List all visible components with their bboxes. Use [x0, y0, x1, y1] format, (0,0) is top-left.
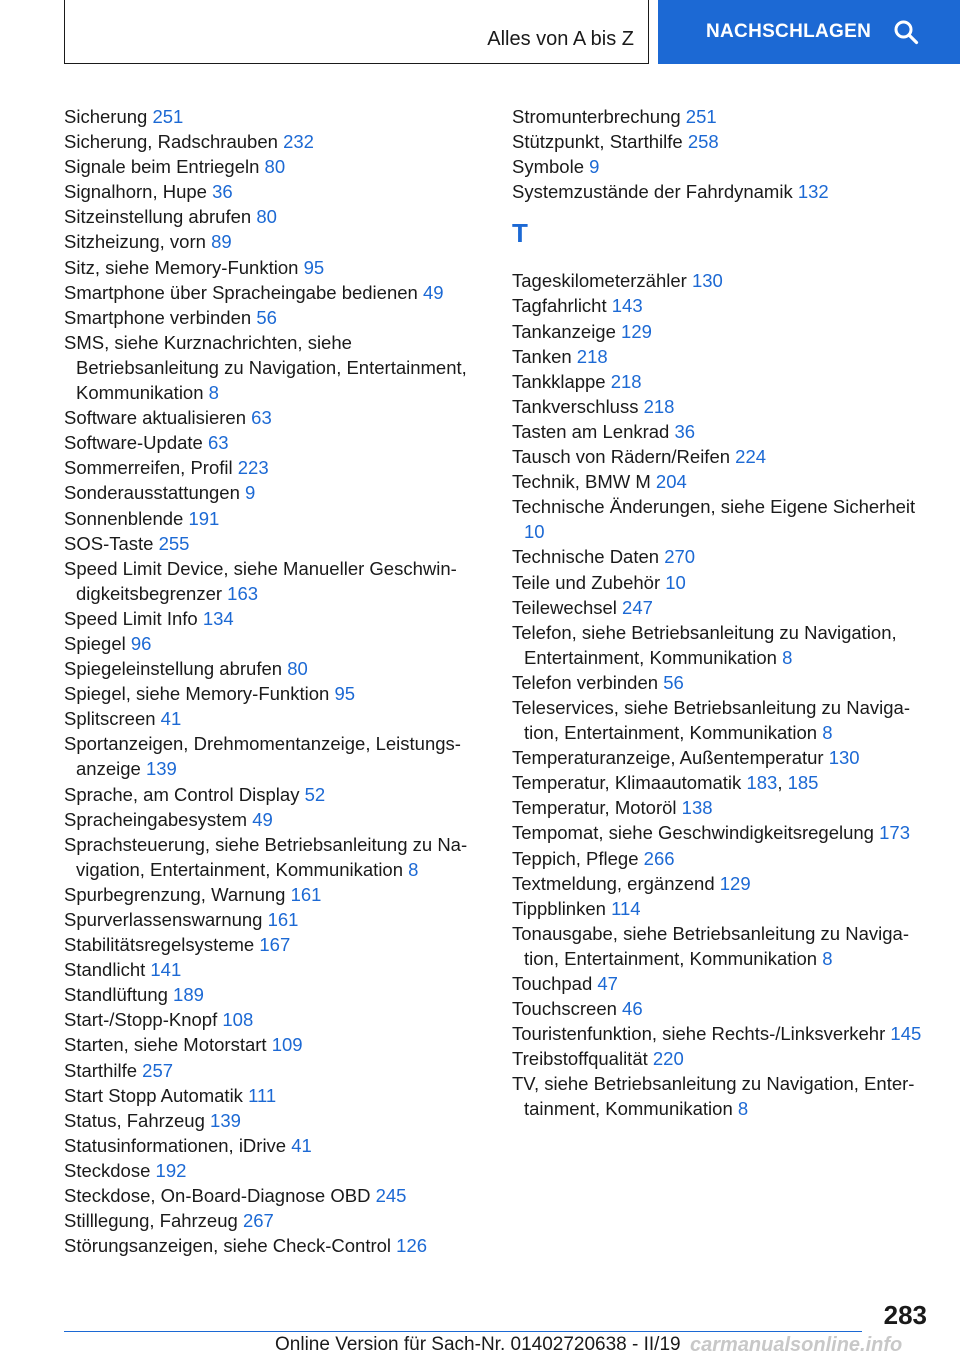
page-link[interactable]: 63 [251, 407, 272, 429]
index-entry [512, 469, 928, 494]
tab-label: NACHSCHLAGEN [706, 21, 872, 42]
index-entry [512, 745, 928, 770]
page-link[interactable]: 139 [145, 758, 177, 780]
entry-term: Standlicht [64, 959, 146, 981]
entry-term: Telefon, siehe Betriebsanleitung zu Navigation, Entertainment, Kommunikation [512, 621, 897, 668]
entry-term: Smartphone verbinden [64, 306, 252, 328]
entry-term: Start Stopp Automatik [64, 1084, 243, 1106]
page-link[interactable]: 218 [576, 345, 608, 367]
entry-term: TV, siehe Betriebsanleitung zu Navigation, Entertainment, Kommunikation [512, 1073, 915, 1120]
page-link[interactable]: 96 [130, 632, 152, 654]
page-link[interactable]: 8 [782, 646, 793, 668]
page-link[interactable]: 41 [291, 1134, 312, 1156]
page-link[interactable]: 41 [160, 708, 182, 730]
page-link[interactable]: 8 [822, 947, 833, 969]
index-entry: Temperatur, Klimaautomatik 183, 185 [512, 772, 819, 794]
index-entry [512, 494, 928, 544]
nachschlagen-tab[interactable] [658, 0, 960, 64]
page-link[interactable]: 218 [643, 395, 675, 417]
index-entry [512, 129, 928, 154]
page-link[interactable]: 10 [665, 571, 686, 593]
page-link[interactable]: 8 [408, 858, 419, 880]
page-link[interactable]: 95 [303, 256, 325, 278]
entry-term: Sicherung, Radschrauben [64, 131, 278, 153]
page-link[interactable]: 56 [663, 671, 684, 693]
page-link[interactable]: 167 [259, 934, 291, 956]
index-entry [64, 531, 484, 556]
page-link[interactable]: 224 [735, 446, 767, 468]
footer-divider [64, 1331, 862, 1332]
entry-term: Tippblinken [512, 897, 606, 919]
entry-term: Touchscreen [512, 998, 617, 1020]
page-link[interactable]: 163 [227, 582, 259, 604]
entry-term: Speed Limit Info [64, 607, 198, 629]
entry-term: Teile und Zubehör [512, 571, 661, 593]
page-link[interactable]: 134 [202, 607, 234, 629]
entry-term: Sonderausstattungen [64, 482, 240, 504]
page-link[interactable]: 80 [264, 156, 286, 178]
page-link[interactable]: 52 [304, 783, 326, 805]
page-number: 283 [883, 1300, 927, 1330]
entry-term: Stromunterbrechung [512, 106, 681, 127]
entry-term: Technik, BMW M [512, 471, 651, 493]
index-entry [64, 455, 484, 480]
page-link[interactable]: 192 [155, 1159, 187, 1181]
entry-term: Sitzeinstellung abrufen [64, 206, 252, 228]
entry-term: Textmeldung, ergänzend [512, 872, 715, 894]
entry-term: Software-Update [64, 432, 203, 454]
entry-term: Starthilfe [64, 1059, 138, 1081]
index-entry [64, 982, 484, 1007]
index-entry [64, 229, 484, 254]
page-link[interactable]: 8 [208, 382, 219, 404]
entry-term: Telefon verbinden [512, 671, 659, 693]
index-entry [64, 1183, 484, 1208]
page-link[interactable]: 114 [611, 897, 641, 919]
page-link[interactable]: 47 [597, 973, 618, 994]
page-link[interactable]: 218 [610, 370, 642, 392]
index-entry [512, 369, 928, 394]
page-link[interactable]: 267 [242, 1210, 274, 1232]
index-entry [512, 896, 928, 921]
index-entry [64, 280, 484, 305]
index-entry [64, 1158, 484, 1183]
entry-term: Tankverschluss [512, 395, 639, 417]
index-entry [512, 104, 928, 129]
page-link[interactable]: 173 [879, 822, 910, 844]
index-entry [512, 268, 928, 293]
page-link[interactable]: 126 [396, 1235, 428, 1257]
index-entry [64, 154, 484, 179]
index-entry [64, 405, 484, 430]
index-entry [512, 595, 928, 620]
entry-term: Sicherung [64, 106, 148, 127]
page-link[interactable]: 130 [828, 747, 860, 769]
index-entry [64, 782, 484, 807]
index-entry [512, 971, 928, 996]
page-link[interactable]: 258 [687, 131, 719, 153]
page-link[interactable]: 132 [797, 181, 829, 203]
index-entry [64, 330, 484, 405]
entry-term: Temperatur, Motoröl [512, 797, 677, 819]
page-link[interactable]: 111 [248, 1084, 277, 1106]
page-link[interactable]: 108 [222, 1009, 254, 1031]
page-link[interactable]: 251 [685, 106, 717, 127]
entry-term: Temperatur, Klimaautomatik [512, 772, 742, 794]
page-link[interactable]: 223 [237, 457, 269, 479]
page-link[interactable]: 251 [152, 106, 184, 127]
page-link[interactable]: 36 [674, 420, 696, 442]
entry-term: Sonnenblende [64, 507, 184, 529]
index-entry [512, 293, 928, 318]
index-entry [64, 1133, 484, 1158]
index-entry [512, 419, 928, 444]
entry-term: Starten, siehe Motorstart [64, 1034, 267, 1056]
page-link[interactable]: 129 [621, 320, 652, 342]
page-link[interactable]: 245 [375, 1185, 407, 1207]
entry-term: Tagfahrlicht [512, 295, 607, 317]
index-entry [64, 179, 484, 204]
entry-term: Sommerreifen, Profil [64, 457, 233, 479]
entry-term: Sportanzeigen, Drehmomentanzeige, Leistungsanzeige [64, 733, 461, 780]
entry-term: Status, Fahrzeug [64, 1109, 205, 1131]
page-link[interactable]: 266 [643, 847, 675, 869]
entry-term: Tageskilometerzähler [512, 270, 687, 292]
page-link[interactable]: 189 [173, 984, 204, 1006]
index-entry [64, 932, 484, 957]
entry-term: Spiegeleinstellung abrufen [64, 658, 283, 680]
page-link[interactable]: 161 [290, 883, 322, 905]
entry-term: Tausch von Rädern/Reifen [512, 446, 731, 468]
entry-term: Teppich, Pflege [512, 847, 639, 869]
page-link[interactable]: 255 [158, 532, 190, 554]
entry-term: Spiegel, siehe Memory-Funktion [64, 683, 330, 705]
entry-term: Tempomat, siehe Geschwindigkeitsregelung [512, 822, 874, 844]
index-entry [512, 394, 928, 419]
entry-term: Störungsanzeigen, siehe Check-Control [64, 1235, 392, 1257]
page-link[interactable]: 109 [271, 1034, 303, 1056]
page-link[interactable]: 80 [256, 206, 277, 228]
entry-term: SOS-Taste [64, 532, 154, 554]
entry-term: Sitzheizung, vorn [64, 231, 206, 253]
footer-text: Online Version für Sach-Nr. 01402720638 - II/19 [275, 1334, 681, 1355]
index-entry [512, 544, 928, 569]
index-entry [512, 695, 928, 745]
page-link[interactable]: 220 [652, 1048, 684, 1070]
page-link[interactable]: 232 [283, 131, 314, 153]
page-link[interactable]: 46 [622, 998, 643, 1020]
watermark: carmanualsonline.info [690, 1334, 903, 1356]
index-entry [64, 1058, 484, 1083]
index-entry [512, 620, 928, 670]
entry-term: Splitscreen [64, 708, 156, 730]
page-link[interactable]: 95 [334, 683, 356, 705]
index-entry [64, 506, 484, 531]
entry-term: SMS, siehe Kurznachrichten, siehe Betriebsanleitung zu Navigation, Entertainment, Kommunikation [64, 331, 467, 404]
index-entry [64, 882, 484, 907]
index-entry [64, 1108, 484, 1133]
index-entry [64, 1208, 484, 1233]
entry-term: Stützpunkt, Starthilfe [512, 131, 683, 153]
index-entry [64, 957, 484, 982]
entry-term: Stabilitätsregelsysteme [64, 934, 255, 956]
page-link[interactable]: 143 [611, 295, 643, 317]
entry-term: Sprachsteuerung, siehe Betriebsanleitung zu Navigation, Entertainment, Kommunikation [64, 833, 468, 880]
page-link[interactable]: 247 [622, 596, 653, 618]
index-entry [512, 179, 928, 204]
index-column-right [512, 104, 928, 1122]
page-link[interactable]: 183 [746, 772, 778, 794]
index-entry [64, 807, 484, 832]
index-entry [512, 820, 928, 845]
index-entry [512, 154, 928, 179]
index-entry [64, 907, 484, 932]
index-entry [512, 670, 928, 695]
index-entry [64, 556, 484, 606]
page-link[interactable]: 56 [256, 306, 277, 328]
index-entry [64, 731, 484, 781]
entry-term: Tanken [512, 345, 572, 367]
index-entry [512, 444, 928, 469]
entry-term: Smartphone über Spracheingabe bedienen [64, 281, 418, 303]
index-entry [512, 846, 928, 871]
page-link[interactable]: 89 [211, 231, 232, 253]
index-entry [512, 996, 928, 1021]
entry-term: Teleservices, siehe Betriebsanleitung zu Navigation, Entertainment, Kommunikation [512, 696, 910, 744]
entry-term: Spurbegrenzung, Warnung [64, 883, 286, 905]
entry-term: Sprache, am Control Display [64, 783, 300, 805]
page-link[interactable]: 8 [822, 722, 833, 744]
entry-term: Treibstoffqualität [512, 1048, 648, 1070]
page-link[interactable]: 141 [150, 959, 182, 981]
index-entry [512, 1046, 928, 1071]
page-link[interactable]: 191 [188, 507, 220, 529]
entry-term: Statusinformationen, iDrive [64, 1134, 287, 1156]
entry-term: Start-/Stopp-Knopf [64, 1009, 218, 1031]
entry-term: Stilllegung, Fahrzeug [64, 1210, 238, 1232]
index-entry [64, 104, 484, 129]
entry-term: Speed Limit Device, siehe Manueller Geschwindigkeitsbegrenzer [64, 557, 457, 604]
index-entry [512, 1021, 928, 1046]
entry-term: Symbole [512, 156, 584, 178]
page-link[interactable]: 185 [787, 772, 819, 794]
entry-term: Tasten am Lenkrad [512, 420, 670, 442]
entry-term: Spurverlassenswarnung [64, 909, 263, 930]
page-link[interactable]: 138 [681, 797, 713, 819]
header-title-box [64, 0, 649, 64]
page-link[interactable]: 130 [691, 270, 723, 292]
index-entry [64, 656, 484, 681]
entry-term: Teilewechsel [512, 596, 617, 618]
index-entry [512, 570, 928, 595]
index-entry [512, 1071, 928, 1121]
entry-term: Signalhorn, Hupe [64, 181, 207, 203]
search-icon [893, 19, 919, 45]
entry-term: Spiegel [64, 632, 126, 654]
page-link[interactable]: 63 [207, 432, 229, 454]
index-entry [512, 344, 928, 369]
index-entry [64, 129, 484, 154]
index-entry [64, 1007, 484, 1032]
entry-term: Tankklappe [512, 370, 606, 392]
index-entry [512, 871, 928, 896]
index-entry [64, 430, 484, 455]
index-entry [512, 921, 928, 971]
index-entry [64, 832, 484, 882]
entry-term: Steckdose [64, 1159, 151, 1181]
index-column-left [64, 104, 484, 1258]
entry-term: Tonausgabe, siehe Betriebsanleitung zu Navigation, Entertainment, Kommunikation [512, 922, 909, 969]
entry-term: Signale beim Entriegeln [64, 156, 260, 178]
page-link[interactable]: 145 [890, 1023, 922, 1045]
page-link[interactable]: 9 [245, 482, 256, 504]
page-link[interactable]: 139 [210, 1109, 241, 1131]
entry-term: Systemzustände der Fahrdynamik [512, 181, 793, 203]
page-link[interactable]: 270 [664, 546, 696, 568]
page-link[interactable]: 49 [252, 808, 273, 830]
entry-term: Steckdose, On-Board-Diagnose OBD [64, 1185, 371, 1207]
entry-term: Standlüftung [64, 984, 168, 1006]
page-link[interactable]: 10 [524, 521, 545, 543]
entry-term: Technische Änderungen, siehe Eigene Sicherheit [512, 496, 916, 518]
page-link[interactable]: 129 [719, 872, 751, 894]
index-entry [64, 706, 484, 731]
index-entry [64, 305, 484, 330]
index-entry [512, 319, 928, 344]
page-link[interactable]: 161 [267, 909, 299, 930]
entry-term: Tankanzeige [512, 320, 616, 342]
entry-term: Touristenfunktion, siehe Rechts-/Linksverkehr [512, 1023, 886, 1045]
page-link[interactable]: 36 [212, 181, 233, 203]
entry-term: Touchpad [512, 973, 593, 994]
index-entry [512, 795, 928, 820]
page-link[interactable]: 80 [287, 658, 308, 680]
page-link[interactable]: 204 [655, 471, 687, 493]
index-entry [64, 480, 484, 505]
section-letter: T [512, 218, 528, 249]
entry-term: Technische Daten [512, 546, 660, 568]
index-entry [64, 1233, 484, 1258]
index-entry [64, 255, 484, 280]
index-entry [64, 606, 484, 631]
page-link[interactable]: 9 [589, 156, 600, 178]
entry-term: Temperaturanzeige, Außentemperatur [512, 747, 824, 769]
entry-term: Spracheingabesystem [64, 808, 248, 830]
page-link[interactable]: 257 [142, 1059, 174, 1081]
entry-term: Software aktualisieren [64, 407, 247, 429]
index-entry [64, 1083, 484, 1108]
index-entry [64, 681, 484, 706]
index-entry [64, 1032, 484, 1057]
entry-term: Sitz, siehe Memory-Funktion [64, 256, 299, 278]
page-link[interactable]: 49 [422, 281, 444, 303]
index-entry [64, 631, 484, 656]
page-link[interactable]: 8 [737, 1098, 749, 1120]
index-entry [64, 204, 484, 229]
section-title: Alles von A bis Z [487, 28, 634, 50]
